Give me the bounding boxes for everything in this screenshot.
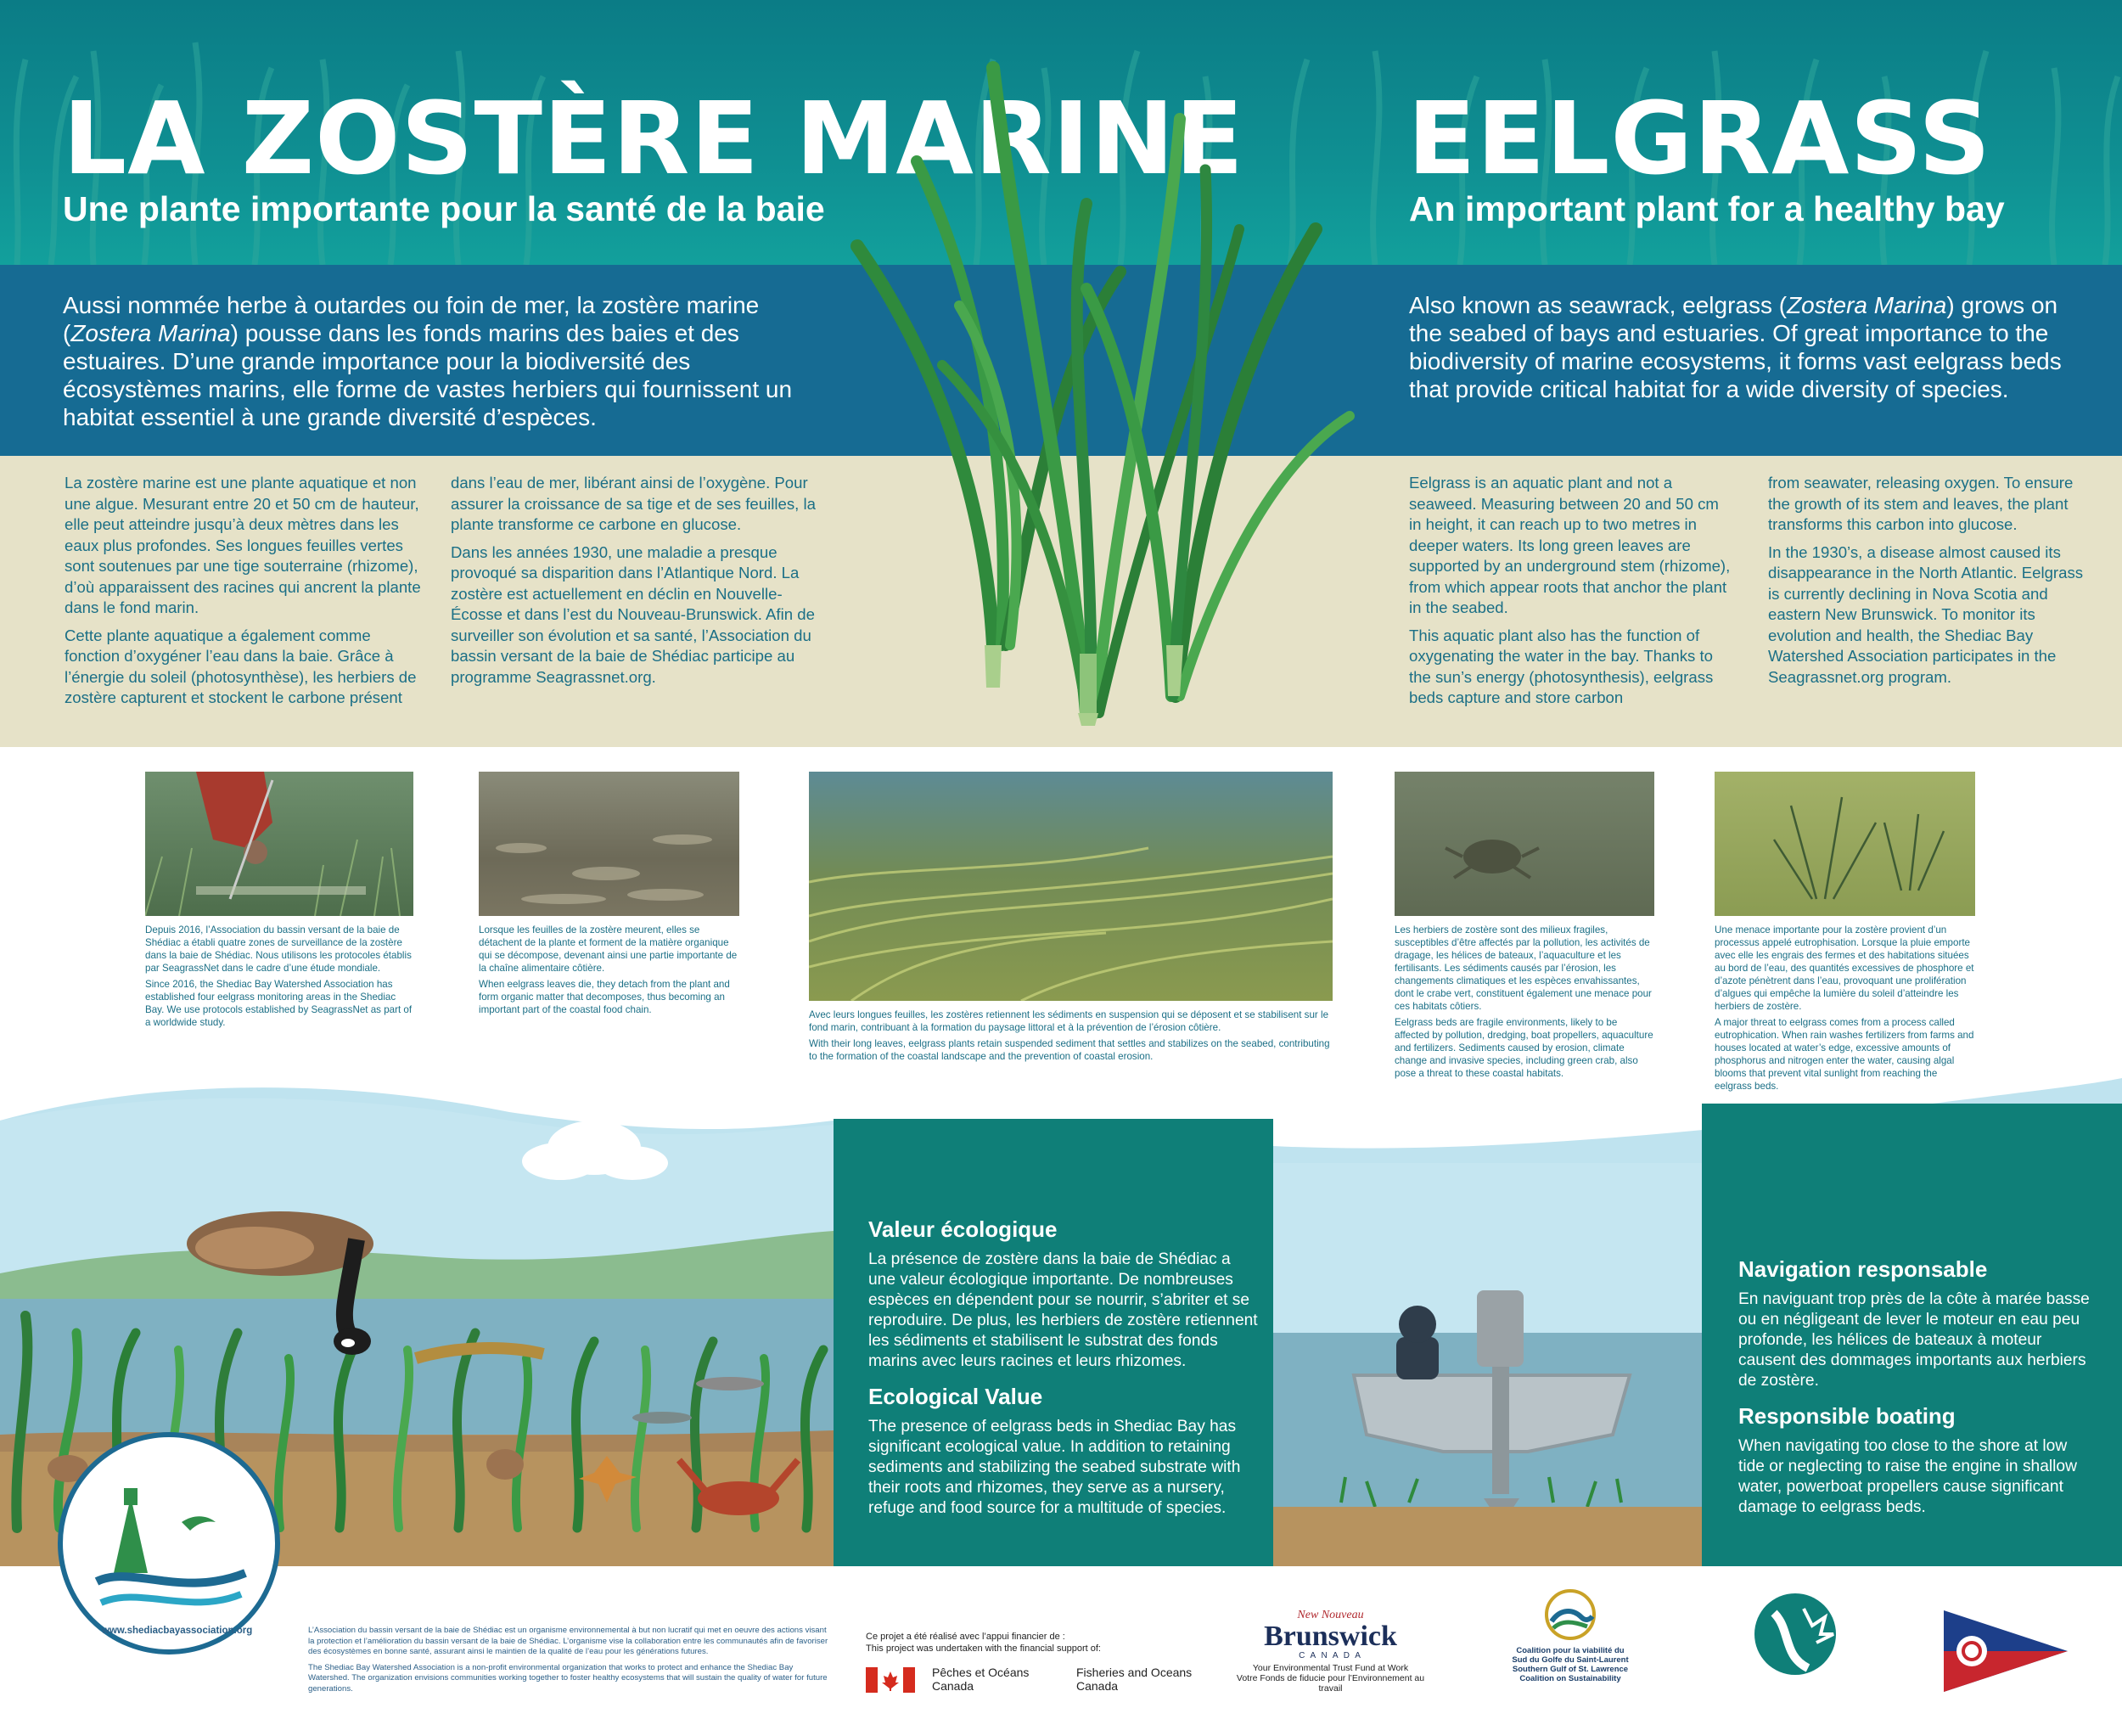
body-fr-col1: La zostère marine est une plante aquatique et non une algue. Mesurant entre 20 et 50 cm de hauteur, elle peut atteindre jusqu’à deux mètres dans les eaux plus profondes. Ses longues feuilles vertes sont soutenues par une tige souterraine (rhizome), d’où apparaissent des racines qui ancrent la plante dans le fond marin. Cette plante aquatique a également comme fonction d’oxygéner l’eau dans la baie. Grâce à l’énergie du soleil (photosynthèse), les herbiers de zostère capturent et stockent le carbone présent [65, 474, 421, 706]
panel-ecological-value [834, 1119, 1273, 1566]
caption-eutrophication: Une menace importante pour la zostère provient d’un processus appelé eutrophisation. Lorsque la pluie emporte avec elle les engrais des fermes et des habitations situées au bord de l’eau, des quantités excessives de phosphore et d’azote pénètrent dans l’eau, provoquant une prolifération d’algues qui empêche la lumière du soleil d’atteindre les herbiers de zostère. A major threat to eelgrass comes from a process called eutrophication. When rain washes fertilizers from farms and houses located at water’s edge, excessive amounts of phosphorus and nitrogen enter the water, causing algal blooms that prevent vital sunlight from reaching the eelgrass beds. [1715, 924, 1974, 1092]
caption-decomposition: Lorsque les feuilles de la zostère meurent, elles se détachent de la plante et forment de la matière organique qui se décompose, devenant ainsi une partie importante de la chaîne alimentaire côtière. When eelgrass leaves die, they detach from the plant and form organic matter that decomposes, thus becoming an important part of the coastal food chain. [479, 924, 738, 1015]
panel-eco-en-title: Ecological Value [868, 1384, 1043, 1409]
photo-eelgrass-bed [809, 772, 1333, 1001]
body-en-col2: from seawater, releasing oxygen. To ensure the growth of its stem and leaves, the plant transforms this carbon into glucose. In the 1930’s, a disease almost caused its disappearance in the North Atlantic. Eelgrass is currently declining in Nova Scotia and eastern New Brunswick. To monitor its evolution and health, the Shediac Bay Watershed Association participates in the Seagrassnet.org program. [1768, 474, 2084, 686]
photo-decomposing-leaves [479, 772, 739, 916]
caption-monitoring: Depuis 2016, l’Association du bassin versant de la baie de Shédiac a établi quatre zones de surveillance de la zostère dans la baie de Shédiac. Nous utilisons les protocoles établis par SeagrassNet dans le cadre d’une étude mondiale. Since 2016, the Shediac Bay Watershed Association has established four eelgrass monitoring areas in the Shediac Bay. We use protocols established by SeagrassNet as part of a worldwide study. [145, 924, 413, 1028]
financial-support-text: Ce projet a été réalisé avec l’appui financier de : This project was undertaken with the financial support of: [866, 1632, 1101, 1654]
photo-algal-bloom [1715, 772, 1975, 916]
panel-boat-en-title: Responsible boating [1738, 1403, 1956, 1429]
intro-en: Also known as seawrack, eelgrass (Zostera Marina) grows on the seabed of bays and estuaries. Of great importance to the biodiversity of marine ecosystems, it forms vast eelgrass beds that provide critical habitat for a wide diversity of species. [1409, 292, 2062, 402]
intro-fr: Aussi nommée herbe à outardes ou foin de mer, la zostère marine (Zostera Marina) pousse dans les fonds marins des baies et des estuaires. D’une grande importance pour la biodiversité des écosystèmes marins, elle forme de vastes herbiers qui fournissent un habitat essentiel à une grande diversité d’espèces. [63, 292, 793, 430]
dfo-logo: Pêches et Océans Canada Fisheries and Oceans Canada [866, 1666, 1222, 1696]
shediac-bay-association-logo [58, 1432, 280, 1655]
boat-propeller-scene [1273, 1163, 1702, 1566]
burgee-flag-logo [1942, 1609, 2069, 1694]
canada-flag-icon [866, 1667, 915, 1693]
nb-wildlife-trust-fund-logo [1732, 1587, 1859, 1681]
nb-etf-logo: New Nouveau Brunswick C A N A D A Your Environmental Trust Fund at Work Votre Fonds de fiducie pour l’Environnement au travail [1236, 1609, 1425, 1694]
panel-eco-fr-title: Valeur écologique [868, 1216, 1058, 1242]
caption-threats: Les herbiers de zostère sont des milieux fragiles, susceptibles d’être affectés par la pollution, les activités de dragage, les hélices de bateaux, l’aquaculture et les fertilisants. Les sédiments causés par l’érosion, les changements climatiques et les espèces envahissantes, dont le crabe vert, constituent également une menace pour ces habitats côtiers. Eelgrass beds are fragile environments, likely to be affected by pollution, dredging, boat propellers, aquaculture and fertilizers. Sediments caused by erosion, climate change and invasive species, including green crab, also pose a threat to these coastal habitats. [1395, 924, 1653, 1079]
photo-green-crab [1395, 772, 1654, 916]
panel-responsible-boating [1702, 1104, 2122, 1566]
subtitle-en: An important plant for a healthy bay [1409, 189, 2005, 228]
panel-boat-en-text: When navigating too close to the shore at low tide or neglecting to raise the engine in shallow water, powerboat propellers cause significant damage to eelgrass beds. [1738, 1437, 2077, 1516]
eelgrass-illustration [840, 34, 1392, 739]
body-en-col1: Eelgrass is an aquatic plant and not a seaweed. Measuring between 20 and 50 cm in height, it can reach up to two metres in deeper waters. Its long green leaves are supported by an underground stem (rhizome), from which appear roots that anchor the plant in the seabed. This aquatic plant also has the function of oxygenating the water in the bay. Thanks to the sun’s energy (photosynthesis), eelgrass beds capture and store carbon [1409, 474, 1731, 706]
website-link[interactable]: www.shediacbayassociation.org [102, 1626, 253, 1636]
body-fr-col2: dans l’eau de mer, libérant ainsi de l’oxygène. Pour assurer la croissance de sa tige et de ses feuilles, la plante transforme ce carbone en glucose. Dans les années 1930, une maladie a presque provoqué sa disparition dans l’Atlantique Nord. La zostère est actuellement en déclin en Nouvelle-Écosse et dans l’est du Nouveau-Brunswick. Afin de surveiller son évolution et sa santé, l’Association du bassin versant de la baie de Shédiac participe au programme Seagrassnet.org. [451, 474, 816, 686]
caption-sediment: Avec leurs longues feuilles, les zostères retiennent les sédiments en suspension qui se déposent et se stabilisent sur le fond marin, contribuant à la formation du paysage littoral et à la prévention de l’érosion côtière. With their long leaves, eelgrass plants retain suspended sediment that settles and stabilizes on the seabed, contributing to the formation of the coastal landscape and the prevention of coastal erosion. [809, 1009, 1330, 1062]
coalition-wave-icon [1543, 1587, 1597, 1642]
coalition-logo: Coalition pour la viabilité du Sud du Golfe du Saint-Laurent Southern Gulf of St. Lawrence Coalition on Sustainability [1502, 1587, 1638, 1683]
title-fr: LA ZOSTÈRE MARINE [63, 80, 1244, 197]
about-text: L’Association du bassin versant de la baie de Shédiac est un organisme environnemental à but non lucratif qui met en oeuvre des actions visant la protection et l’amélioration du bassin versant de la baie de Shédiac. L’organisme vise la collaboration entre les communautés afin de favoriser des écosystèmes en bonne santé, assurant ainsi le maintien de la qualité de l’eau pour les générations futures. The Shediac Bay Watershed Association is a non-profit environmental organization that works to protect and enhance the Shediac Bay Watershed. The organization envisions communities working together to foster healthy ecosystems that will sustain the quality of water for future generations. [308, 1626, 828, 1694]
panel-eco-en-text: The presence of eelgrass beds in Shediac Bay has significant ecological value. In addition to retaining sediments and stabilizing the seabed substrate with their roots and rhizomes, they serve as a nursery, refuge and food source for a multitude of species. [868, 1418, 1241, 1517]
panel-boat-fr-title: Navigation responsable [1738, 1256, 1988, 1282]
subtitle-fr: Une plante importante pour la santé de la baie [63, 189, 825, 228]
panel-boat-fr-text: En naviguant trop près de la côte à marée basse ou en négligeant de lever le moteur en eau peu profonde, les hélices de bateaux à moteur causent des dommages importants aux herbiers de zostère. [1738, 1290, 2090, 1390]
photo-diver-monitoring [145, 772, 413, 916]
panel-eco-fr-text: La présence de zostère dans la baie de Shédiac a une valeur écologique importante. De nombreuses espèces en dépendent pour se nourrir, s’abriter et se reproduire. De plus, les herbiers de zostère retiennent les sédiments et stabilisent le substrat des fonds marins avec leurs racines et leurs rhizomes. [868, 1250, 1258, 1370]
title-en: EELGRASS [1407, 80, 1992, 197]
